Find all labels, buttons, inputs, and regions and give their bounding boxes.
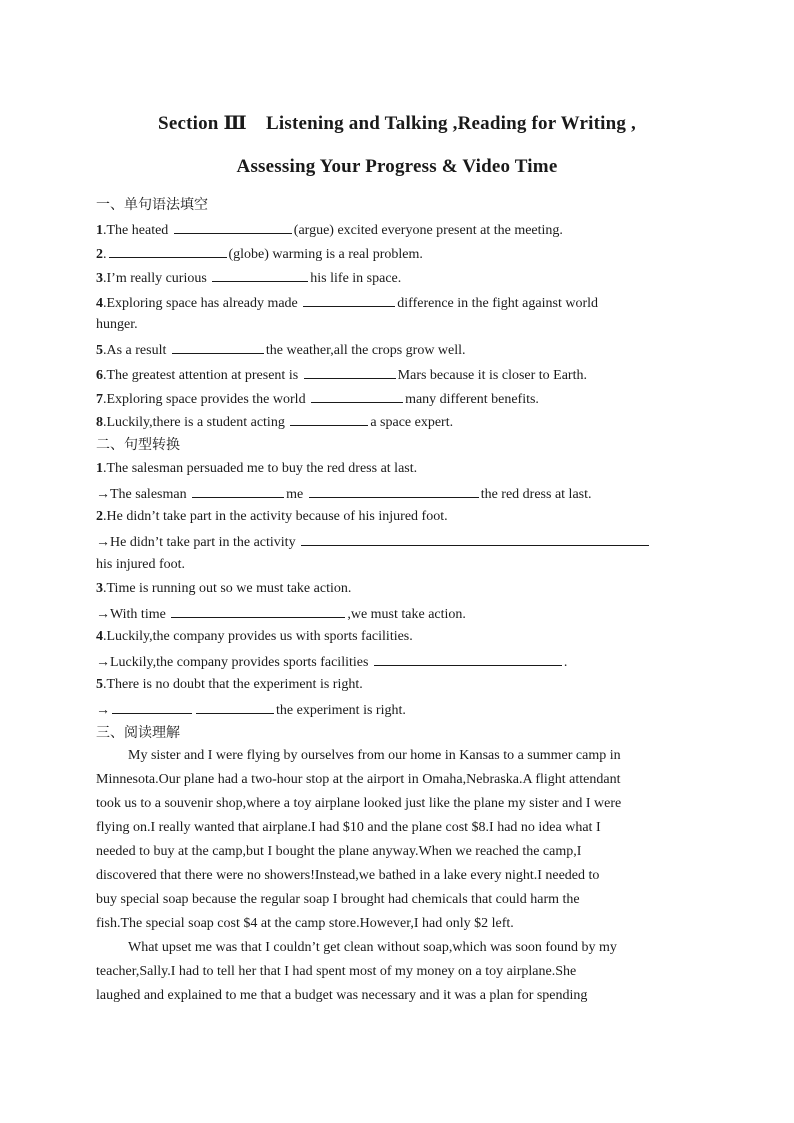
s1-item-1: 1.The heated (argue) excited everyone present at the meeting. <box>96 220 563 240</box>
passage-line: flying on.I really wanted that airplane.I had $10 and the plane cost $8.I had no idea what I <box>96 820 601 835</box>
passage-line: My sister and I were flying by ourselves from our home in Kansas to a summer camp in <box>128 748 621 763</box>
s2-item-4: 4.Luckily,the company provides us with sports facilities. <box>96 629 413 644</box>
answer-blank[interactable] <box>303 293 395 307</box>
answer-blank[interactable] <box>304 365 396 379</box>
answer-blank[interactable] <box>374 652 562 666</box>
s1-item-6: 6.The greatest attention at present is Mars because it is closer to Earth. <box>96 365 587 385</box>
answer-blank[interactable] <box>196 700 274 714</box>
s2-item-2-cont: his injured foot. <box>96 557 186 572</box>
passage-line: took us to a souvenir shop,where a toy airplane looked just like the plane my sister and I were <box>96 796 622 811</box>
s2-item-2-rewrite: →He didn’t take part in the activity <box>96 532 651 552</box>
section-3-heading: 三、阅读理解 <box>96 725 180 741</box>
s2-item-1-rewrite: →The salesman me the red dress at last. <box>96 484 592 504</box>
title-line-2: Assessing Your Progress & Video Time <box>236 156 558 177</box>
s1-item-3: 3.I’m really curious his life in space. <box>96 268 401 288</box>
s1-item-5: 5.As a result the weather,all the crops grow well. <box>96 340 466 360</box>
answer-blank[interactable] <box>311 389 403 403</box>
answer-blank[interactable] <box>109 244 227 258</box>
s2-item-5: 5.There is no doubt that the experiment is right. <box>96 677 363 692</box>
s2-item-3-rewrite: →With time ,we must take action. <box>96 604 466 624</box>
section-2-heading: 二、句型转换 <box>96 437 180 453</box>
answer-blank[interactable] <box>174 220 292 234</box>
answer-blank[interactable] <box>301 532 649 546</box>
s1-item-4: 4.Exploring space has already made difference in the fight against world <box>96 293 598 313</box>
passage-line: What upset me was that I couldn’t get clean without soap,which was soon found by my <box>128 940 617 955</box>
answer-blank[interactable] <box>171 604 345 618</box>
s1-item-8: 8.Luckily,there is a student acting a space expert. <box>96 412 453 432</box>
s1-item-4-cont: hunger. <box>96 317 138 332</box>
title-line-1: Section Ⅲ Listening and Talking ,Reading for Writing , <box>158 113 636 134</box>
answer-blank[interactable] <box>309 484 479 498</box>
reading-passage <box>96 744 696 1008</box>
answer-blank[interactable] <box>212 268 308 282</box>
answer-blank[interactable] <box>112 700 192 714</box>
s2-item-1: 1.The salesman persuaded me to buy the red dress at last. <box>96 461 418 476</box>
passage-line: laughed and explained to me that a budget was necessary and it was a plan for spending <box>96 988 588 1003</box>
passage-line: needed to buy at the camp,but I bought the plane anyway.When we reached the camp,I <box>96 844 582 859</box>
s2-item-3: 3.Time is running out so we must take action. <box>96 581 352 596</box>
answer-blank[interactable] <box>290 412 368 426</box>
s2-item-2: 2.He didn’t take part in the activity because of his injured foot. <box>96 509 448 524</box>
passage-line: discovered that there were no showers!Instead,we bathed in a lake every night.I needed to <box>96 868 600 883</box>
s1-item-7: 7.Exploring space provides the world many different benefits. <box>96 389 539 409</box>
passage-line: fish.The special soap cost $4 at the camp store.However,I had only $2 left. <box>96 916 514 931</box>
s1-item-2: 2. (globe) warming is a real problem. <box>96 244 423 264</box>
passage-line: teacher,Sally.I had to tell her that I had spent most of my money on a toy airplane.She <box>96 964 577 979</box>
s2-item-4-rewrite: →Luckily,the company provides sports facilities . <box>96 652 567 672</box>
answer-blank[interactable] <box>192 484 284 498</box>
answer-blank[interactable] <box>172 340 264 354</box>
passage-line: buy special soap because the regular soap I brought had chemicals that could harm the <box>96 892 580 907</box>
section-1-heading: 一、单句语法填空 <box>96 197 208 213</box>
passage-line: Minnesota.Our plane had a two-hour stop at the airport in Omaha,Nebraska.A flight attendant <box>96 772 621 787</box>
s2-item-5-rewrite: → the experiment is right. <box>96 700 406 720</box>
